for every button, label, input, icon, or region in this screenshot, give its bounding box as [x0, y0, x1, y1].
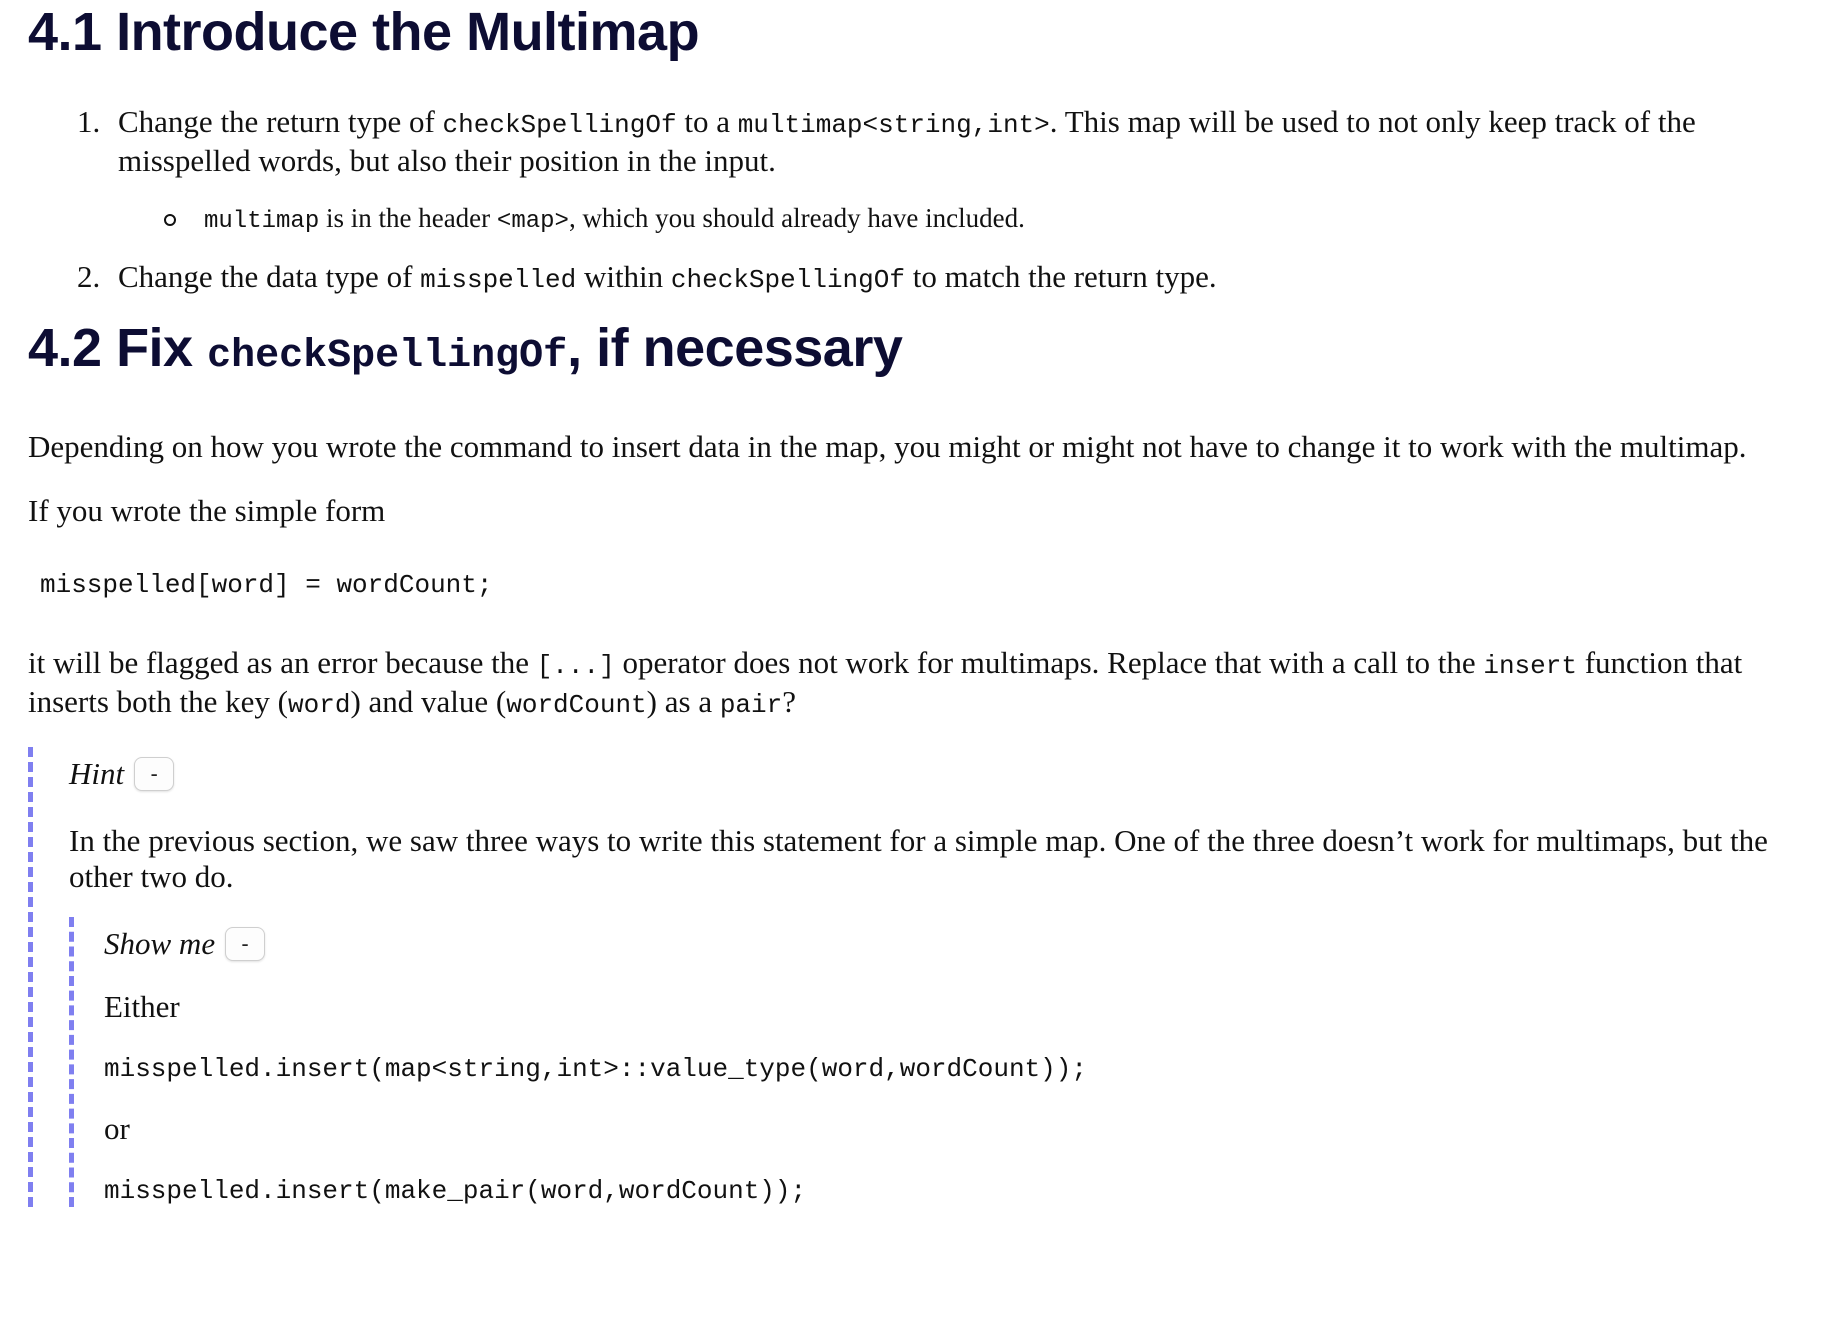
step-2-code-2: checkSpellingOf — [670, 265, 905, 295]
flagged-text-4: ) and value ( — [350, 684, 507, 719]
flagged-text-3: function that inserts both the key ( — [28, 645, 1743, 719]
heading-suffix: , if necessary — [567, 318, 903, 378]
flagged-text-1: it will be flagged as an error because the — [28, 645, 537, 680]
section-4-1-steps — [28, 104, 1798, 298]
section-4-2-heading — [28, 316, 1798, 389]
flagged-text-5: ) as a — [646, 684, 720, 719]
show-me-title: Show me — [104, 926, 216, 961]
flagged-code-5: pair — [719, 690, 783, 720]
step-1-text-2: to a — [676, 104, 738, 139]
step-change-data-type — [108, 259, 1798, 298]
heading-prefix: 4.2 Fix — [28, 318, 208, 378]
step-2-text-3: to match the return type. — [904, 259, 1217, 294]
hint-title: Hint — [69, 756, 125, 791]
either-label: Either — [104, 989, 180, 1024]
flagged-code-1: [...] — [536, 651, 615, 681]
simple-form-code: misspelled[word] = wordCount; — [40, 570, 493, 600]
step-1-code-2: multimap<string,int> — [737, 110, 1050, 140]
heading-code: checkSpellingOf — [207, 334, 568, 379]
or-label: or — [104, 1111, 130, 1146]
show-me-collapse-button[interactable]: - — [225, 927, 265, 961]
flagged-code-2: insert — [1483, 651, 1577, 681]
section-4-1-heading: 4.1 Introduce the Multimap — [28, 2, 700, 62]
page-content — [28, 0, 1798, 1207]
step-1-notes — [118, 201, 1798, 239]
simple-form-paragraph: If you wrote the simple form — [28, 493, 386, 528]
hint-collapsible — [28, 747, 1798, 1207]
show-me-collapsible — [69, 917, 1798, 1207]
note-code-1: multimap — [204, 208, 320, 235]
step-2-text-1: Change the data type of — [118, 259, 421, 294]
note-code-2: <map> — [496, 208, 569, 235]
hint-text: In the previous section, we saw three ways to write this statement for a simple map. One of the three doesn’t work for multimaps, but the other two do. — [69, 823, 1768, 894]
step-1-text-3: . This map will be used to not only keep track of the misspelled words, but also their position in the input. — [118, 104, 1696, 178]
show-me-header — [104, 917, 1798, 971]
hint-collapse-button[interactable]: - — [134, 757, 174, 791]
step-1-text-1: Change the return type of — [118, 104, 443, 139]
note-text-2: , which you should already have included. — [568, 203, 1025, 233]
insert-make-pair-code: misspelled.insert(make_pair(word,wordCount)); — [104, 1176, 807, 1206]
flagged-text-2: operator does not work for multimaps. Replace that with a call to the — [614, 645, 1484, 680]
flagged-code-3: word — [288, 690, 351, 720]
multimap-header-note — [194, 201, 1798, 239]
note-text-1: is in the header — [319, 203, 497, 233]
depending-paragraph: Depending on how you wrote the command to insert data in the map, you might or might not have to change it to work with the multimap. — [28, 429, 1747, 464]
flagged-error-paragraph — [28, 645, 1798, 723]
step-2-text-2: within — [576, 259, 671, 294]
flagged-text-6: ? — [782, 684, 797, 719]
flagged-code-4: wordCount — [506, 690, 647, 720]
step-2-code-1: misspelled — [420, 265, 577, 295]
step-1-code-1: checkSpellingOf — [442, 110, 677, 140]
hint-header — [69, 747, 1798, 801]
step-change-return-type — [108, 104, 1798, 239]
insert-value-type-code: misspelled.insert(map<string,int>::value_type(word,wordCount)); — [104, 1054, 1087, 1084]
